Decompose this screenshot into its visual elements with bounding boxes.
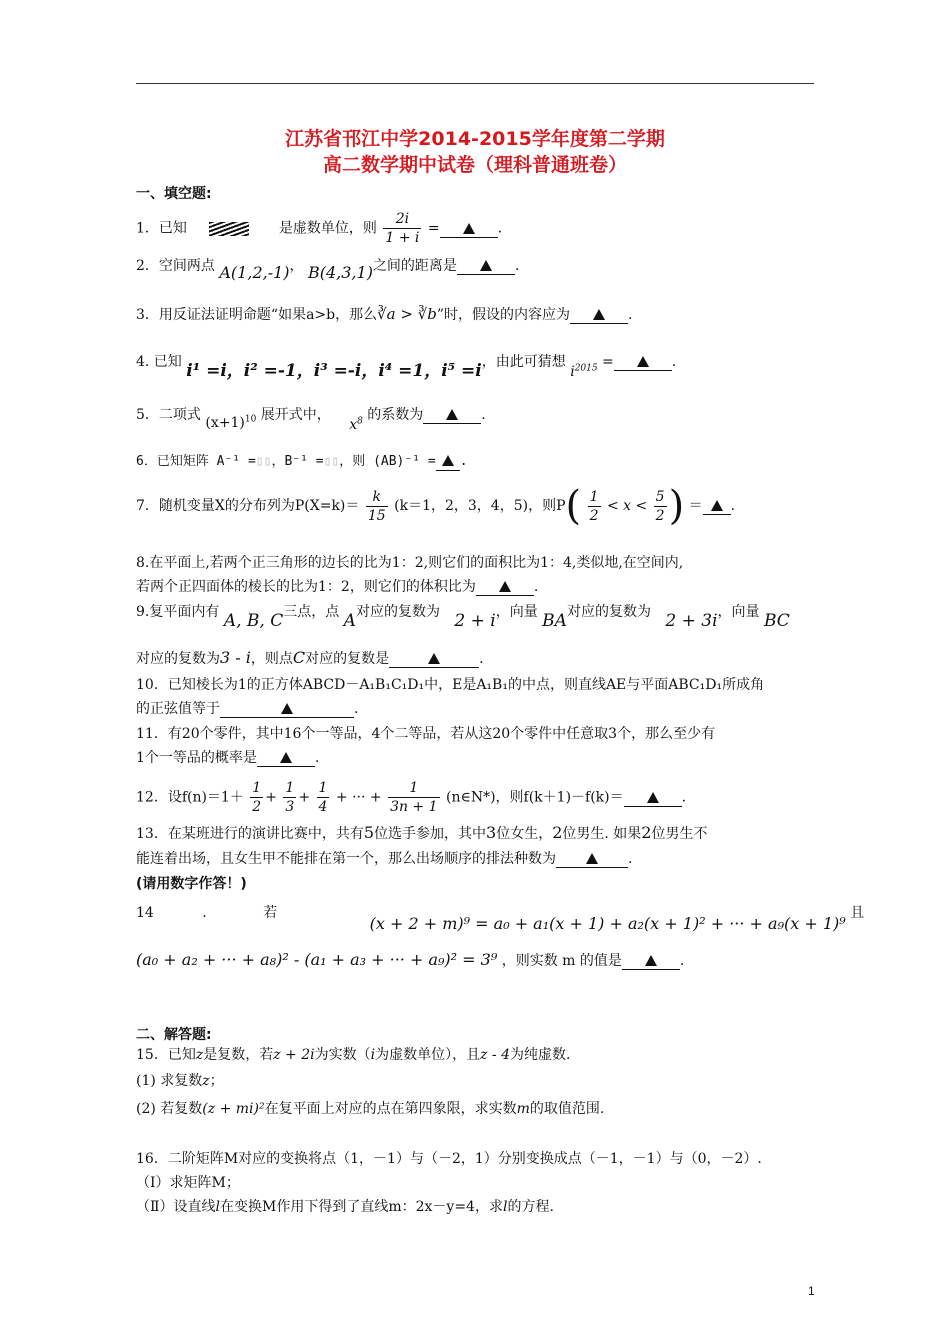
triangle-icon bbox=[711, 500, 723, 511]
answer-blank bbox=[614, 354, 672, 371]
question-2: 2．空间两点 A(1,2,-1)， B(4,3,1)之间的距离是 . bbox=[136, 258, 520, 282]
question-9-line-2: 对应的复数为3 - i，则点C对应的复数是 . bbox=[136, 648, 484, 667]
page-number: 1 bbox=[808, 1284, 815, 1298]
question-13-line-1: 13．在某班进行的演讲比赛中，共有5位选手参加，其中3位女生，2位男生. 如果2位男生不 bbox=[136, 823, 708, 842]
question-10-line-2: 的正弦值等于 . bbox=[136, 701, 359, 717]
triangle-icon bbox=[480, 260, 492, 271]
fraction: $\frac{1}{3n + 1}$ bbox=[390, 780, 438, 815]
triangle-icon bbox=[428, 653, 440, 664]
question-11-line-2: 1个一等品的概率是 . bbox=[136, 750, 320, 766]
question-13-note: (请用数字作答！) bbox=[136, 876, 247, 892]
title-line-2: 高二数学期中试卷（理科普通班卷） bbox=[322, 154, 627, 176]
question-9-line-1: 9.复平面内有 A, B, C三点，点 A对应的复数为 2 + i，向量 BA对应的复数为 2 + 3i，向量 BC bbox=[136, 604, 790, 631]
triangle-icon bbox=[280, 752, 292, 763]
answer-blank bbox=[389, 651, 479, 668]
question-16: 16．二阶矩阵M对应的变换将点（1，－1）与（－2，1）分别变换成点（－1，－1）与（0，－2）. bbox=[136, 1151, 762, 1167]
triangle-icon bbox=[593, 309, 605, 320]
question-16-part-1: （Ⅰ）求矩阵M； bbox=[136, 1175, 240, 1191]
answer-blank bbox=[622, 953, 680, 970]
question-14-line-2: (a₀ + a₂ + ··· + a₈)² - (a₁ + a₃ + ··· + a₉)² = 3⁹ ，则实数 m 的值是 . bbox=[136, 950, 685, 969]
triangle-icon bbox=[645, 955, 657, 966]
question-13-line-2: 能连着出场，且女生甲不能排在第一个，那么出场顺序的排法种数为 . bbox=[136, 851, 633, 867]
question-15-part-1: (1) 求复数z； bbox=[136, 1073, 224, 1089]
title-line-1: 江苏省邗江中学2014-2015学年度第二学期 bbox=[285, 128, 665, 150]
question-6: 6．已知矩阵 A⁻¹ =▯▯，B⁻¹ =▯▯，则 (AB)⁻¹ = . bbox=[136, 454, 468, 469]
answer-blank bbox=[570, 307, 628, 324]
section-solutions: 二、解答题: bbox=[136, 1027, 212, 1043]
answer-blank bbox=[624, 790, 682, 807]
question-12: 12．设f(n)＝1＋ $\frac{1}{2}$ + $\frac{1}{3}$ + $\frac{1}{4}$ + ··· + $\frac{1}{3n + 1}$ (n∈N*)，则f(k＋1)－f(k)＝ . bbox=[136, 780, 687, 815]
section-fill-in: 一、填空题: bbox=[136, 186, 212, 202]
fraction: $\frac{k}{15}$ bbox=[367, 488, 386, 524]
question-3: 3．用反证法证明命题“如果a>b，那么∛a > ∛b”时，假设的内容应为 . bbox=[136, 305, 633, 323]
matrix-a-placeholder: ▯▯ bbox=[255, 454, 272, 469]
triangle-icon bbox=[647, 792, 659, 803]
matrix-b-placeholder: ▯▯ bbox=[323, 454, 340, 469]
answer-blank bbox=[220, 701, 354, 718]
question-8-line-1: 8.在平面上,若两个正三角形的边长的比为1：2,则它们的面积比为1：4,类似地,在空间内, bbox=[136, 555, 684, 571]
fraction: $\frac{2i}{1 + i}$ bbox=[385, 211, 420, 246]
triangle-icon bbox=[499, 581, 511, 592]
question-15-part-2: (2) 若复数(z + mi)²在复平面上对应的点在第四象限，求实数m的取值范围. bbox=[136, 1101, 605, 1117]
answer-blank bbox=[457, 258, 515, 275]
answer-blank bbox=[556, 851, 628, 868]
answer-blank bbox=[476, 579, 534, 596]
question-10-line-1: 10．已知棱长为1的正方体ABCD－A₁B₁C₁D₁中，E是A₁B₁的中点，则直线AE与平面ABC₁D₁所成角 bbox=[136, 677, 765, 693]
question-16-part-2: （Ⅱ）设直线l在变换M作用下得到了直线m：2x－y=4，求l的方程. bbox=[136, 1199, 554, 1215]
redacted-symbol bbox=[209, 222, 249, 236]
question-7: 7．随机变量X的分布列为P(X=k)＝ $\frac{k}{15}$ (k＝1，2，3，4，5)，则P( $\frac{1}{2}$ < x < $\frac{5}{2}$ ) ＝ . bbox=[136, 483, 736, 529]
question-11-line-1: 11．有20个零件，其中16个一等品，4个二等品，若从这20个零件中任意取3个，那么至少有 bbox=[136, 726, 716, 742]
triangle-icon bbox=[637, 356, 649, 367]
question-1: 1．已知 是虚数单位，则 $\frac{2i}{1 + i}$ = . bbox=[136, 211, 503, 246]
answer-blank bbox=[440, 221, 498, 238]
answer-blank bbox=[257, 750, 315, 767]
question-8-line-2: 若两个正四面体的棱长的比为1：2，则它们的体积比为 . bbox=[136, 579, 539, 595]
answer-blank bbox=[703, 498, 731, 515]
triangle-icon bbox=[463, 223, 475, 234]
triangle-icon bbox=[586, 853, 598, 864]
answer-blank bbox=[436, 454, 460, 471]
question-14-line-1: 14 . 若 (x + 2 + m)⁹ = a₀ + a₁(x + 1) + a₂(x + 1)² + ··· + a₉(x + 1)⁹ 且 bbox=[136, 905, 865, 933]
question-5: 5．二项式 $(x+1)^{10}$ 展开式中， $x^8$ 的系数为 . bbox=[136, 407, 486, 433]
triangle-icon bbox=[281, 703, 293, 714]
triangle-icon bbox=[442, 455, 454, 466]
header-rule bbox=[136, 83, 814, 84]
question-4: 4. 已知 i¹ =i，i² =-1，i³ =-i，i⁴ =1，i⁵ =i，由此可猜想 $i^{2015}$ = . bbox=[136, 354, 677, 381]
triangle-icon bbox=[446, 409, 458, 420]
question-15: 15．已知z是复数，若z + 2i为实数（i为虚数单位），且z - 4为纯虚数. bbox=[136, 1047, 571, 1063]
answer-blank bbox=[423, 407, 481, 424]
